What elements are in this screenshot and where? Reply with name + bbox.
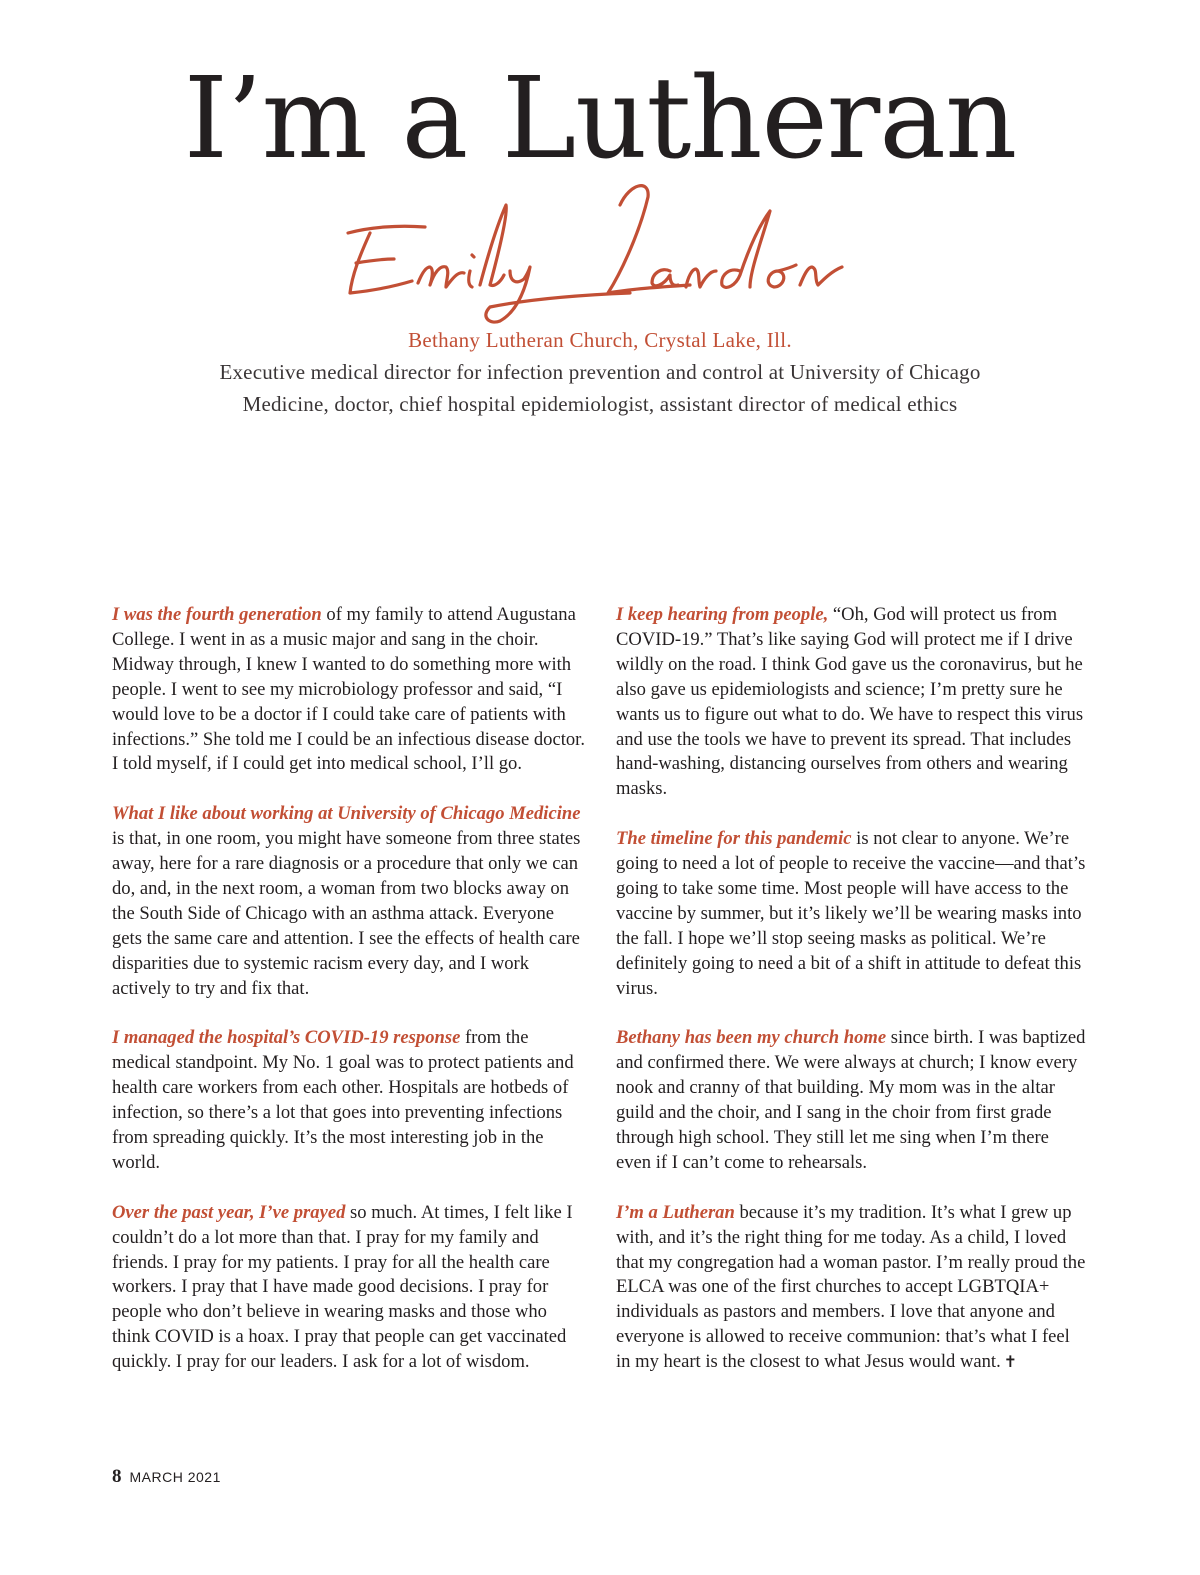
issue-date: MARCH 2021 <box>129 1469 221 1485</box>
paragraph-body: so much. At times, I felt like I couldn’t do a lot more than that. I pray for my family and friends. I pray for my patients. I pray for all the health care workers. I pray that I have made good decisions. I pray for people who don’t believe in wearing masks and those who think COVID is a hoax. I pray that people can get vaccinated quickly. I pray for our leaders. I ask for a lot of wisdom. <box>112 1201 573 1373</box>
article-column-right <box>616 603 1086 1400</box>
article-column-left <box>112 603 587 1400</box>
article-paragraph <box>112 802 587 1001</box>
article-paragraph <box>112 1026 587 1175</box>
paragraph-lead: Over the past year, I’ve prayed <box>112 1201 346 1223</box>
paragraph-lead: What I like about working at University of Chicago Medicine <box>112 803 581 825</box>
paragraph-lead: The timeline for this pandemic <box>616 828 852 850</box>
paragraph-body: “Oh, God will protect us from COVID-19.” That’s like saying God will protect me if I drive wildly on the road. I think God gave us the coronavirus, but he also gave us epidemiologists and science; I’m pretty sure he wants us to figure out what to do. We have to respect this virus and use the tools we have to prevent its spread. That includes hand-washing, distancing ourselves from others and wearing masks. <box>616 604 1084 800</box>
paragraph-body: because it’s my tradition. It’s what I grew up with, and it’s the right thing for me today. As a child, I loved that my congregation had a woman pastor. I’m really proud the ELCA was one of the first churches to accept LGBTQIA+ individuals as pastors and members. I love that anyone and everyone is allowed to receive communion: that’s what I feel in my heart is the closest to what Jesus would want. <box>616 1201 1086 1373</box>
paragraph-lead: I was the fourth generation <box>112 604 322 625</box>
paragraph-lead: Bethany has been my church home <box>616 1027 887 1049</box>
paragraph-body: since birth. I was baptized and confirmed there. We were always at church; I know every nook and cranny of that building. My mom was in the altar guild and the choir, and I sang in the choir from first grade through high school. They still let me sing when I’m there even if I can’t come to rehearsals. <box>616 1027 1086 1173</box>
paragraph-body: is not clear to anyone. We’re going to need a lot of people to receive the vaccine—and that’s going to take some time. Most people will have access to the vaccine by summer, but it’s likely we’ll be wearing masks into the fall. I hope we’ll stop seeing masks as political. We’re definitely going to need a bit of a shift in attitude to defeat this virus. <box>616 828 1086 999</box>
article-paragraph <box>616 1201 1086 1375</box>
article-paragraph <box>616 1026 1086 1175</box>
article-paragraph <box>112 1201 587 1375</box>
signature-emily-landon <box>330 175 850 325</box>
paragraph-body: from the medical standpoint. My No. 1 goal was to protect patients and health care workers from each other. Hospitals are hotbeds of infection, so there’s a lot that goes into preventing infections from spreading quickly. It’s the most interesting job in the world. <box>112 1027 574 1173</box>
article-paragraph <box>616 827 1086 1001</box>
page-title: I’m a Lutheran <box>183 54 1017 184</box>
job-description: Executive medical director for infection prevention and control at University of Chicago Medicine, doctor, chief hospital epidemiologist, assistant director of medical ethics <box>219 360 981 416</box>
paragraph-lead: I’m a Lutheran <box>616 1201 735 1223</box>
paragraph-lead: I keep hearing from people, <box>616 604 829 625</box>
page-footer <box>112 1466 221 1488</box>
paragraph-lead: I managed the hospital’s COVID-19 response <box>112 1027 461 1049</box>
church-location: Bethany Lutheran Church, Crystal Lake, Ill. <box>408 328 792 352</box>
article-paragraph <box>616 603 1086 802</box>
article-paragraph <box>112 603 587 777</box>
cross-icon: ✝ <box>1003 1352 1018 1372</box>
paragraph-body: is that, in one room, you might have someone from three states away, here for a rare diagnosis or a procedure that only we can do, and, in the next room, a woman from two blocks away on the South Side of Chicago with an asthma attack. Everyone gets the same care and attention. I see the effects of health care disparities due to systemic racism every day, and I work actively to try and fix that. <box>112 828 581 999</box>
page-number: 8 <box>112 1466 122 1487</box>
paragraph-body: of my family to attend Augustana College. I went in as a music major and sang in the choir. Midway through, I knew I wanted to do something more with people. I went to see my microbiology professor and said, “I would love to be a doctor if I could take care of patients with infections.” She told me I could be an infectious disease doctor. I told myself, if I could get into medical school, I’ll go. <box>112 604 585 775</box>
